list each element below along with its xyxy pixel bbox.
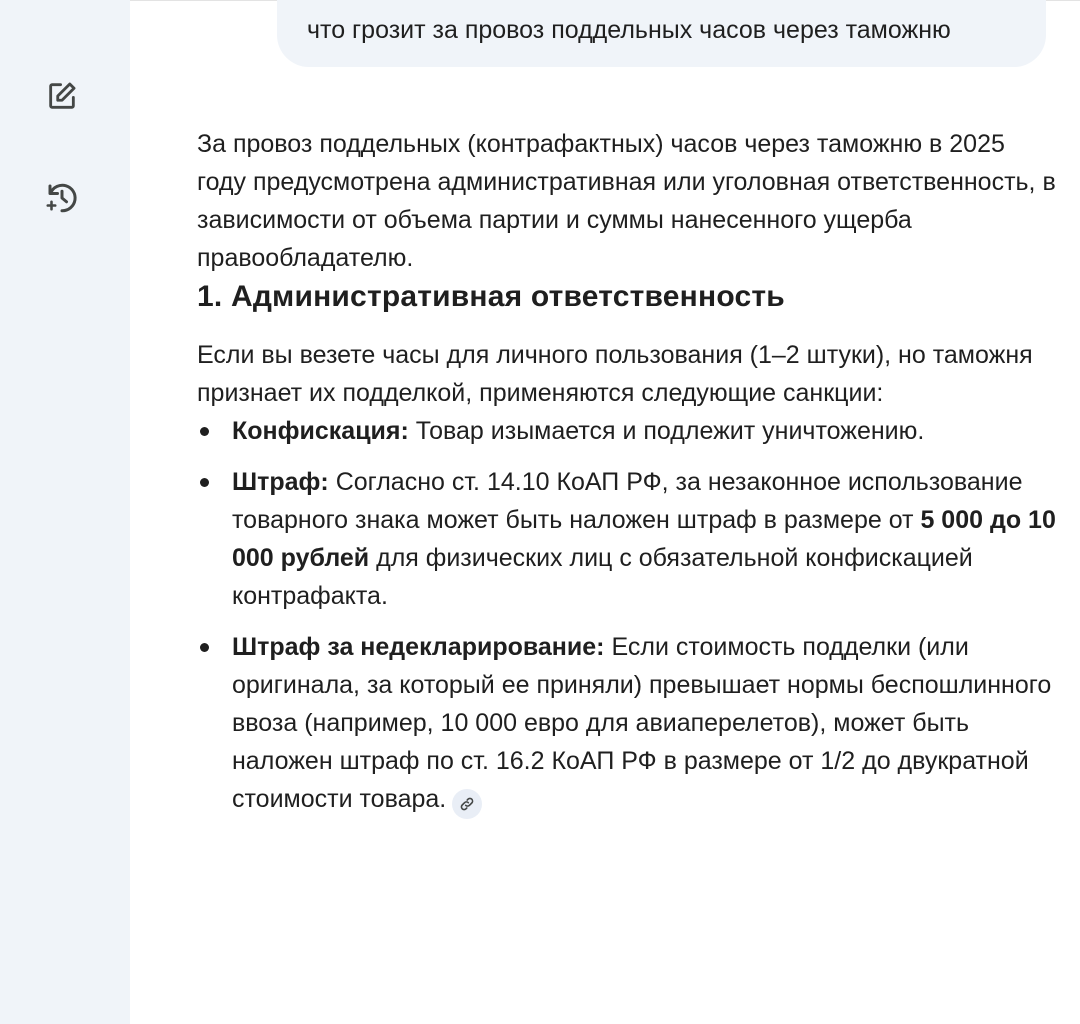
bullet <box>200 478 209 487</box>
history-sparkle-icon <box>44 180 80 216</box>
item-text-after: для физических лиц с обязательной конфискацией контрафакта. <box>232 544 973 610</box>
link-icon <box>459 785 475 823</box>
user-message-text: что грозит за провоз поддельных часов через таможню <box>307 16 951 44</box>
item-text: Если стоимость подделки (или оригинала, за который ее приняли) превышает нормы беспошлинного ввоза (например, 10 000 евро для авиаперелетов), может быть наложен штраф по ст. 16.2 КоАП РФ в размере от 1/2 до двукратной стоимости товара. <box>232 633 1052 813</box>
sidebar <box>0 0 130 1024</box>
item-label: Штраф за недекларирование: <box>232 633 605 661</box>
item-text: Согласно ст. 14.10 КоАП РФ, за незаконное использование товарного знака может быть наложен штраф в размере от <box>232 468 1023 534</box>
item-label: Штраф: <box>232 468 329 496</box>
model-response <box>197 125 1057 832</box>
list-item <box>197 412 1057 450</box>
section-paragraph: Если вы везете часы для личного пользования (1–2 штуки), но таможня признает их подделкой, применяются следующие санкции: <box>197 341 1033 407</box>
item-text: Товар изымается и подлежит уничтожению. <box>408 417 925 445</box>
bullet <box>200 643 209 652</box>
list-item <box>197 463 1057 615</box>
response-intro: За провоз поддельных (контрафактных) часов через таможню в 2025 году предусмотрена административная или уголовная ответственность, в зависимости от объема партии и суммы нанесенного ущерба правообладателю. <box>197 130 1056 272</box>
item-label: Конфискация: <box>232 417 409 445</box>
edit-square-icon <box>45 79 79 113</box>
source-link-button[interactable] <box>452 789 482 819</box>
sanctions-list <box>197 412 1057 819</box>
list-item <box>197 628 1057 819</box>
bullet <box>200 427 209 436</box>
new-chat-button[interactable] <box>40 74 84 118</box>
history-button[interactable] <box>40 176 84 220</box>
item-bold-amount: 5 000 до 10 000 рублей <box>232 506 1056 572</box>
section-heading: 1. Административная ответственность <box>197 280 785 313</box>
